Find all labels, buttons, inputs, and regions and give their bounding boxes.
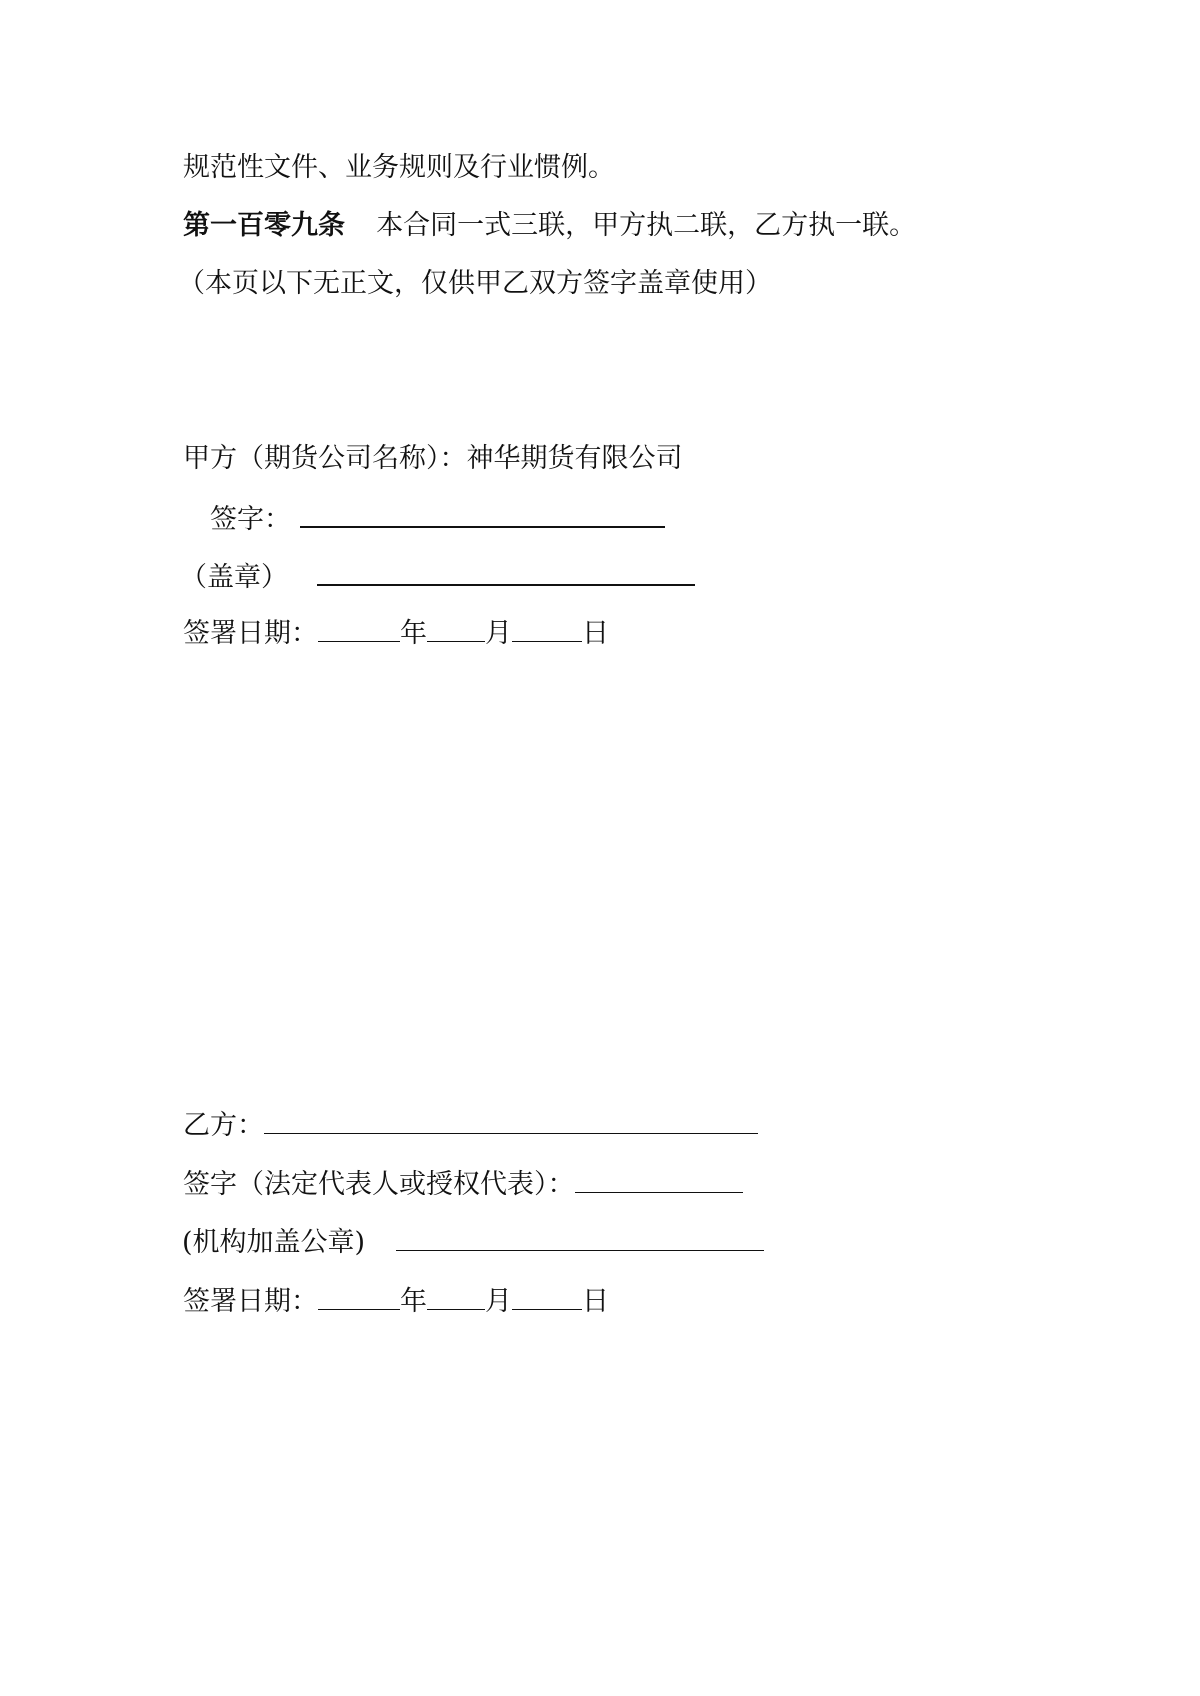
article-109 <box>183 208 916 244</box>
party-b-year-field[interactable] <box>318 1285 400 1310</box>
party-a-sign-field[interactable] <box>300 500 665 528</box>
party-a-sign-label: 签字： <box>210 504 291 535</box>
article-heading: 第一百零九条 <box>183 210 345 241</box>
article-text: 本合同一式三联，甲方执二联，乙方执一联。 <box>376 210 917 241</box>
party-a-name-row <box>183 441 683 477</box>
party-b-date-label: 签署日期： <box>183 1286 318 1317</box>
party-a-name-label: 甲方（期货公司名称）： <box>183 443 467 474</box>
party-b-day-field[interactable] <box>512 1285 582 1310</box>
party-a-date-label: 签署日期： <box>183 618 318 649</box>
party-b-seal-row <box>182 1225 764 1261</box>
party-a-month-label: 月 <box>485 618 512 649</box>
party-a-day-label: 日 <box>582 618 609 649</box>
party-b-seal-field[interactable] <box>396 1226 764 1251</box>
party-a-month-field[interactable] <box>427 617 485 642</box>
party-b-sign-field[interactable] <box>575 1168 743 1193</box>
party-a-name-value: 神华期货有限公司 <box>466 443 683 474</box>
party-b-name-label: 乙方： <box>183 1110 264 1141</box>
paragraph-continuation <box>183 150 615 186</box>
party-b-sign-label: 签字（法定代表人或授权代表）： <box>183 1169 575 1200</box>
party-b-month-label: 月 <box>485 1286 512 1317</box>
party-b-day-label: 日 <box>582 1286 609 1317</box>
party-b-seal-label: (机构加盖公章) <box>182 1227 366 1258</box>
party-b-month-field[interactable] <box>427 1285 485 1310</box>
party-a-year-label: 年 <box>400 618 427 649</box>
party-b-year-label: 年 <box>400 1286 427 1317</box>
paragraph-text: 规范性文件、业务规则及行业惯例。 <box>183 152 615 183</box>
party-b-name-field[interactable] <box>264 1109 758 1134</box>
party-a-seal-label: （盖章） <box>180 562 288 593</box>
page-note <box>178 266 772 302</box>
party-a-day-field[interactable] <box>512 617 582 642</box>
party-a-year-field[interactable] <box>318 617 400 642</box>
party-b-sign-row <box>183 1167 743 1203</box>
party-a-sign-row <box>210 500 665 538</box>
note-text: （本页以下无正文，仅供甲乙双方签字盖章使用） <box>178 268 772 299</box>
party-b-name-row <box>183 1108 758 1144</box>
party-b-date-row <box>183 1284 609 1320</box>
party-a-date-row <box>183 616 609 652</box>
party-a-seal-row <box>180 558 695 596</box>
party-a-seal-field[interactable] <box>317 558 695 586</box>
